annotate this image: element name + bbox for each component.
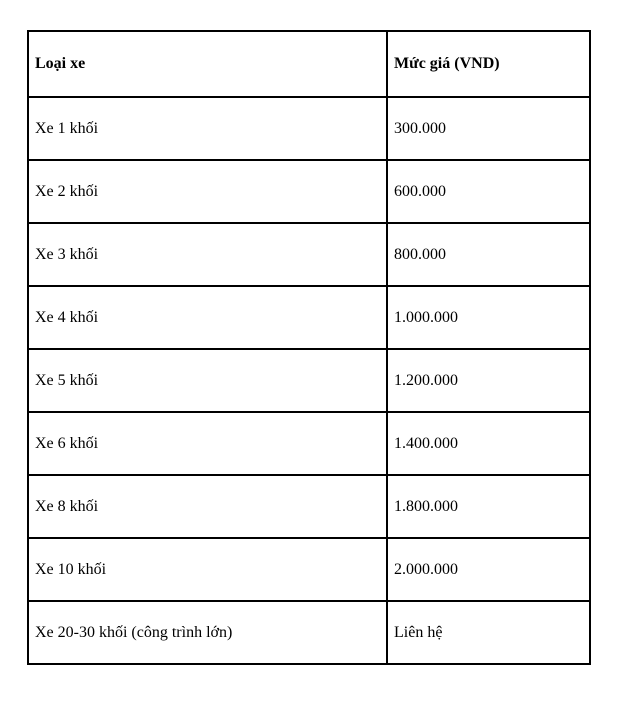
vehicle-type-cell: Xe 2 khối	[28, 160, 387, 223]
table-row	[28, 286, 590, 349]
table-row	[28, 475, 590, 538]
price-table	[27, 30, 591, 665]
vehicle-type-cell: Xe 3 khối	[28, 223, 387, 286]
price-cell: 1.800.000	[387, 475, 590, 538]
price-cell: 600.000	[387, 160, 590, 223]
table-header	[28, 31, 590, 97]
price-cell: 1.000.000	[387, 286, 590, 349]
table-row	[28, 97, 590, 160]
price-cell: 2.000.000	[387, 538, 590, 601]
table-row	[28, 349, 590, 412]
price-cell: Liên hệ	[387, 601, 590, 664]
table-row	[28, 160, 590, 223]
vehicle-type-cell: Xe 4 khối	[28, 286, 387, 349]
vehicle-type-cell: Xe 5 khối	[28, 349, 387, 412]
vehicle-type-cell: Xe 8 khối	[28, 475, 387, 538]
vehicle-type-cell: Xe 20-30 khối (công trình lớn)	[28, 601, 387, 664]
price-cell: 1.400.000	[387, 412, 590, 475]
table-row	[28, 538, 590, 601]
price-cell: 1.200.000	[387, 349, 590, 412]
table-row	[28, 412, 590, 475]
vehicle-type-cell: Xe 1 khối	[28, 97, 387, 160]
header-price: Mức giá (VND)	[387, 31, 590, 97]
vehicle-type-cell: Xe 6 khối	[28, 412, 387, 475]
table-body	[28, 97, 590, 664]
vehicle-type-cell: Xe 10 khối	[28, 538, 387, 601]
price-cell: 300.000	[387, 97, 590, 160]
table-row	[28, 601, 590, 664]
table-header-row	[28, 31, 590, 97]
price-cell: 800.000	[387, 223, 590, 286]
header-vehicle-type: Loại xe	[28, 31, 387, 97]
table-row	[28, 223, 590, 286]
